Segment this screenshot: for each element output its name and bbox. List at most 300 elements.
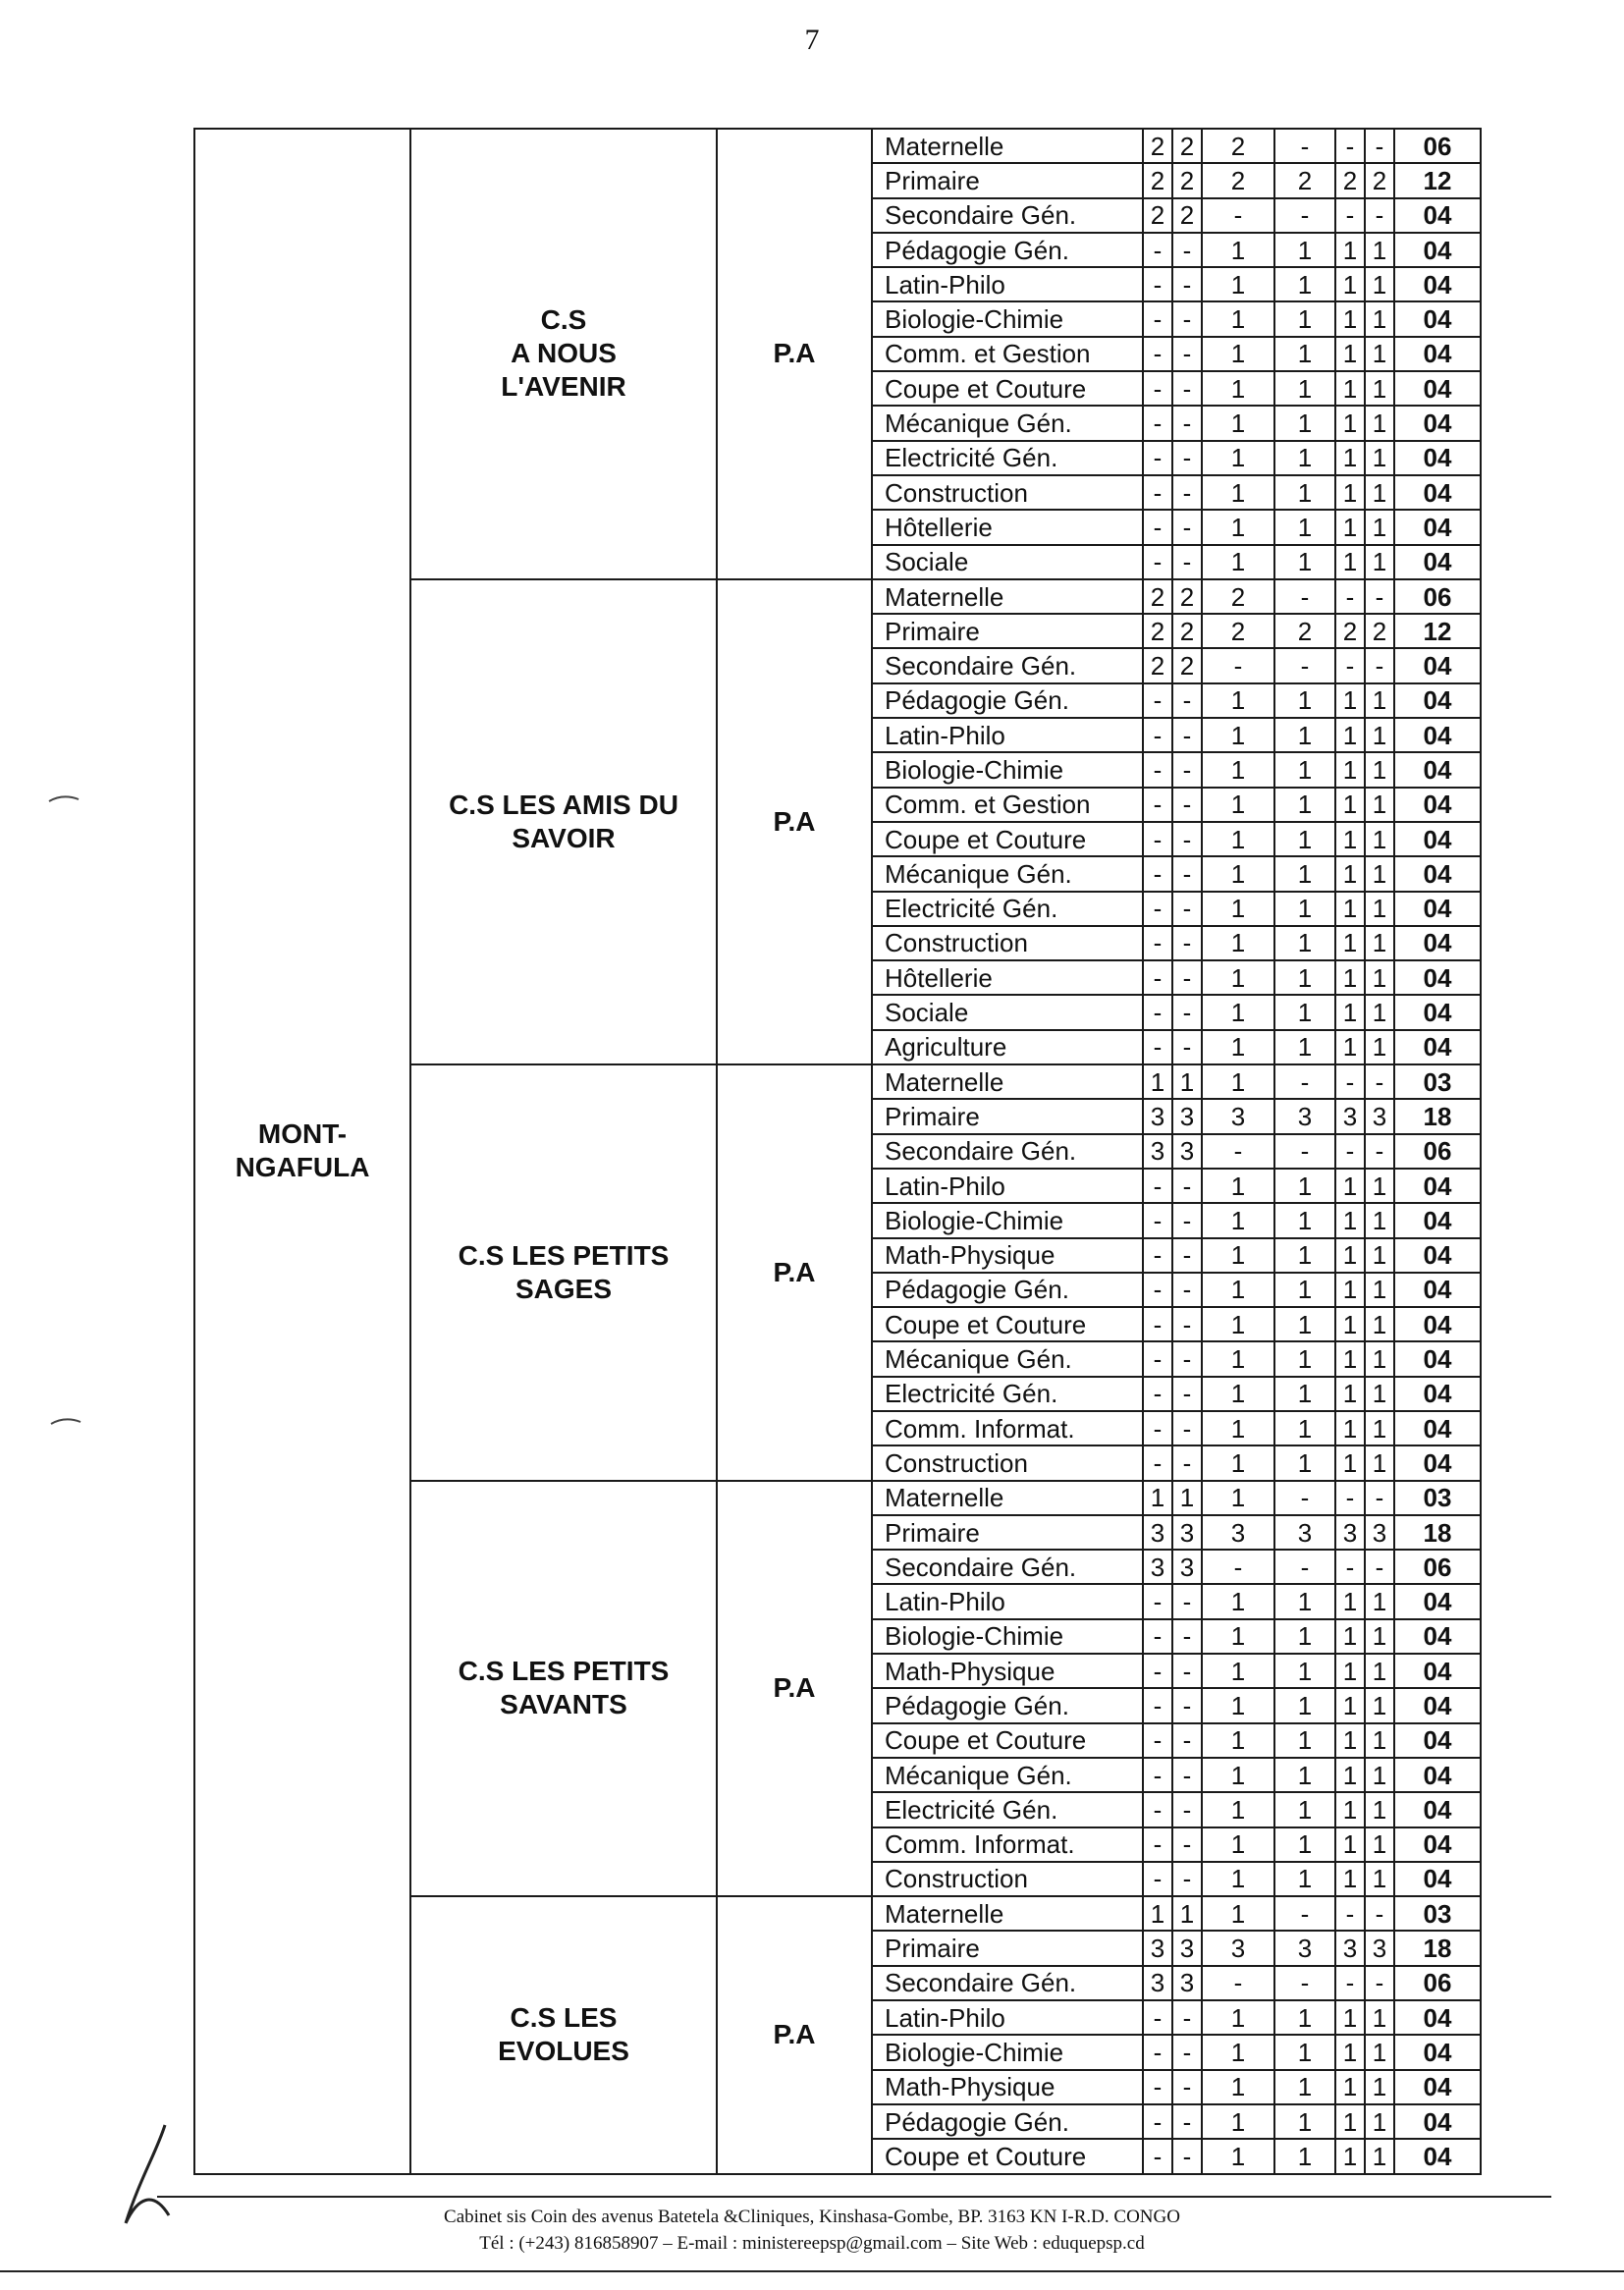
class-count-cell: 1 bbox=[1274, 1584, 1335, 1618]
class-count-cell: - bbox=[1202, 1966, 1274, 2000]
total-cell: 04 bbox=[1394, 1584, 1481, 1618]
class-count-cell: - bbox=[1143, 2000, 1172, 2035]
class-count-cell: - bbox=[1172, 1341, 1202, 1376]
class-count-cell: 1 bbox=[1365, 1792, 1394, 1827]
class-count-cell: 1 bbox=[1274, 995, 1335, 1029]
class-count-cell: - bbox=[1143, 1862, 1172, 1896]
table-body bbox=[194, 129, 1481, 2174]
class-count-cell: - bbox=[1202, 1134, 1274, 1169]
class-count-cell: 1 bbox=[1365, 2000, 1394, 2035]
total-cell: 04 bbox=[1394, 1723, 1481, 1758]
class-count-cell: 1 bbox=[1335, 960, 1365, 995]
total-cell: 04 bbox=[1394, 1827, 1481, 1862]
class-count-cell: 1 bbox=[1274, 856, 1335, 891]
total-cell: 04 bbox=[1394, 337, 1481, 371]
class-count-cell: - bbox=[1172, 371, 1202, 406]
class-count-cell: - bbox=[1143, 1827, 1172, 1862]
footer-contact: Tél : (+243) 816858907 – E-mail : ministereepsp@gmail.com – Site Web : eduquepsp.cd bbox=[479, 2233, 1145, 2254]
class-count-cell: 1 bbox=[1335, 371, 1365, 406]
class-count-cell: 1 bbox=[1365, 1445, 1394, 1480]
section-cell: Math-Physique bbox=[872, 2070, 1143, 2104]
class-count-cell: 1 bbox=[1202, 1723, 1274, 1758]
class-count-cell: 1 bbox=[1202, 233, 1274, 267]
class-count-cell: - bbox=[1143, 267, 1172, 301]
class-count-cell: 1 bbox=[1202, 1792, 1274, 1827]
class-count-cell: 3 bbox=[1172, 1134, 1202, 1169]
class-count-cell: 1 bbox=[1365, 441, 1394, 475]
class-count-cell: 1 bbox=[1274, 1273, 1335, 1307]
section-cell: Primaire bbox=[872, 163, 1143, 197]
class-count-cell: - bbox=[1172, 267, 1202, 301]
section-cell: Mécanique Gén. bbox=[872, 856, 1143, 891]
class-count-cell: 1 bbox=[1365, 995, 1394, 1029]
class-count-cell: 1 bbox=[1274, 683, 1335, 718]
total-cell: 04 bbox=[1394, 1169, 1481, 1203]
class-count-cell: 2 bbox=[1143, 129, 1172, 163]
class-count-cell: 1 bbox=[1274, 1445, 1335, 1480]
class-count-cell: - bbox=[1335, 1966, 1365, 2000]
class-count-cell: - bbox=[1172, 337, 1202, 371]
class-count-cell: 3 bbox=[1172, 1931, 1202, 1965]
total-cell: 04 bbox=[1394, 301, 1481, 336]
total-cell: 12 bbox=[1394, 163, 1481, 197]
class-count-cell: 1 bbox=[1335, 1619, 1365, 1654]
class-count-cell: 1 bbox=[1274, 510, 1335, 544]
class-count-cell: 1 bbox=[1365, 475, 1394, 510]
class-count-cell: 1 bbox=[1274, 1411, 1335, 1445]
section-cell: Comm. Informat. bbox=[872, 1827, 1143, 1862]
class-count-cell: - bbox=[1172, 1723, 1202, 1758]
total-cell: 06 bbox=[1394, 579, 1481, 614]
class-count-cell: - bbox=[1172, 1377, 1202, 1411]
section-cell: Pédagogie Gén. bbox=[872, 233, 1143, 267]
class-count-cell: 1 bbox=[1365, 1862, 1394, 1896]
class-count-cell: - bbox=[1143, 545, 1172, 579]
class-count-cell: - bbox=[1143, 1238, 1172, 1273]
class-count-cell: - bbox=[1335, 579, 1365, 614]
total-cell: 04 bbox=[1394, 2035, 1481, 2069]
class-count-cell: 1 bbox=[1335, 1654, 1365, 1688]
footer bbox=[0, 2204, 1624, 2257]
class-count-cell: 3 bbox=[1143, 1931, 1172, 1965]
class-count-cell: 2 bbox=[1172, 163, 1202, 197]
class-count-cell: 1 bbox=[1202, 1827, 1274, 1862]
class-count-cell: - bbox=[1143, 510, 1172, 544]
class-count-cell: 1 bbox=[1143, 1896, 1172, 1931]
class-count-cell: - bbox=[1143, 1688, 1172, 1722]
school-name-cell: C.S LES PETITS SAGES bbox=[410, 1064, 717, 1481]
class-count-cell: 1 bbox=[1365, 856, 1394, 891]
class-count-cell: 1 bbox=[1202, 1445, 1274, 1480]
class-count-cell: 2 bbox=[1143, 648, 1172, 682]
class-count-cell: - bbox=[1172, 1862, 1202, 1896]
class-count-cell: 1 bbox=[1335, 545, 1365, 579]
class-count-cell: - bbox=[1274, 1481, 1335, 1515]
class-count-cell: 3 bbox=[1202, 1931, 1274, 1965]
class-count-cell: 1 bbox=[1365, 788, 1394, 822]
class-count-cell: 1 bbox=[1274, 1862, 1335, 1896]
class-count-cell: 3 bbox=[1143, 1550, 1172, 1584]
section-cell: Latin-Philo bbox=[872, 718, 1143, 752]
class-count-cell: 1 bbox=[1274, 788, 1335, 822]
class-count-cell: 1 bbox=[1202, 2035, 1274, 2069]
class-count-cell: 1 bbox=[1335, 1307, 1365, 1341]
section-cell: Secondaire Gén. bbox=[872, 198, 1143, 233]
class-count-cell: 1 bbox=[1335, 1411, 1365, 1445]
total-cell: 04 bbox=[1394, 1030, 1481, 1064]
class-count-cell: 1 bbox=[1202, 1411, 1274, 1445]
class-count-cell: 1 bbox=[1365, 1238, 1394, 1273]
class-count-cell: 1 bbox=[1274, 233, 1335, 267]
class-count-cell: 1 bbox=[1335, 683, 1365, 718]
class-count-cell: - bbox=[1274, 1966, 1335, 2000]
class-count-cell: - bbox=[1172, 788, 1202, 822]
class-count-cell: 1 bbox=[1274, 545, 1335, 579]
class-count-cell: 1 bbox=[1274, 822, 1335, 856]
section-cell: Hôtellerie bbox=[872, 510, 1143, 544]
section-cell: Construction bbox=[872, 1862, 1143, 1896]
class-count-cell: 1 bbox=[1365, 1341, 1394, 1376]
class-count-cell: 1 bbox=[1365, 406, 1394, 440]
class-count-cell: - bbox=[1365, 1966, 1394, 2000]
class-count-cell: - bbox=[1172, 1273, 1202, 1307]
class-count-cell: 1 bbox=[1202, 1341, 1274, 1376]
class-count-cell: 2 bbox=[1274, 614, 1335, 648]
total-cell: 04 bbox=[1394, 2000, 1481, 2035]
class-count-cell: 1 bbox=[1274, 1307, 1335, 1341]
class-count-cell: 1 bbox=[1365, 2035, 1394, 2069]
class-count-cell: - bbox=[1143, 960, 1172, 995]
class-count-cell: 1 bbox=[1274, 2070, 1335, 2104]
class-count-cell: 1 bbox=[1202, 892, 1274, 926]
class-count-cell: - bbox=[1172, 545, 1202, 579]
class-count-cell: 1 bbox=[1335, 2035, 1365, 2069]
class-count-cell: - bbox=[1172, 1792, 1202, 1827]
section-cell: Maternelle bbox=[872, 129, 1143, 163]
class-count-cell: 1 bbox=[1172, 1064, 1202, 1099]
class-count-cell: 1 bbox=[1274, 441, 1335, 475]
section-cell: Comm. Informat. bbox=[872, 1411, 1143, 1445]
class-count-cell: 3 bbox=[1143, 1134, 1172, 1169]
class-count-cell: 1 bbox=[1335, 1341, 1365, 1376]
footer-address: Cabinet sis Coin des avenus Batetela &Cliniques, Kinshasa-Gombe, BP. 3163 KN I-R.D. CONGO bbox=[444, 2207, 1180, 2227]
total-cell: 04 bbox=[1394, 1792, 1481, 1827]
section-cell: Pédagogie Gén. bbox=[872, 683, 1143, 718]
class-count-cell: - bbox=[1143, 1307, 1172, 1341]
class-count-cell: - bbox=[1172, 1169, 1202, 1203]
class-count-cell: 1 bbox=[1365, 822, 1394, 856]
class-count-cell: 1 bbox=[1202, 1619, 1274, 1654]
class-count-cell: 2 bbox=[1365, 614, 1394, 648]
class-count-cell: - bbox=[1335, 198, 1365, 233]
class-count-cell: 1 bbox=[1365, 1377, 1394, 1411]
class-count-cell: 1 bbox=[1202, 752, 1274, 787]
class-count-cell: 1 bbox=[1202, 1688, 1274, 1722]
class-count-cell: - bbox=[1172, 2139, 1202, 2173]
class-count-cell: 1 bbox=[1365, 960, 1394, 995]
total-cell: 04 bbox=[1394, 233, 1481, 267]
class-count-cell: 3 bbox=[1274, 1515, 1335, 1550]
class-count-cell: 1 bbox=[1365, 545, 1394, 579]
section-cell: Mécanique Gén. bbox=[872, 1758, 1143, 1792]
class-count-cell: - bbox=[1172, 1619, 1202, 1654]
section-cell: Maternelle bbox=[872, 1481, 1143, 1515]
class-count-cell: 1 bbox=[1202, 406, 1274, 440]
class-count-cell: 3 bbox=[1172, 1099, 1202, 1133]
section-cell: Maternelle bbox=[872, 579, 1143, 614]
class-count-cell: 1 bbox=[1274, 1758, 1335, 1792]
section-cell: Sociale bbox=[872, 545, 1143, 579]
class-count-cell: 1 bbox=[1202, 683, 1274, 718]
class-count-cell: 3 bbox=[1365, 1515, 1394, 1550]
class-count-cell: - bbox=[1365, 1481, 1394, 1515]
margin-mark bbox=[47, 791, 81, 805]
class-count-cell: - bbox=[1172, 1827, 1202, 1862]
class-count-cell: - bbox=[1143, 822, 1172, 856]
section-cell: Coupe et Couture bbox=[872, 371, 1143, 406]
section-cell: Maternelle bbox=[872, 1064, 1143, 1099]
class-count-cell: - bbox=[1143, 475, 1172, 510]
class-count-cell: 1 bbox=[1274, 267, 1335, 301]
footer-rule bbox=[157, 2196, 1551, 2198]
class-count-cell: - bbox=[1143, 1169, 1172, 1203]
section-cell: Biologie-Chimie bbox=[872, 301, 1143, 336]
total-cell: 04 bbox=[1394, 545, 1481, 579]
class-count-cell: 1 bbox=[1335, 267, 1365, 301]
class-count-cell: - bbox=[1143, 683, 1172, 718]
class-count-cell: 2 bbox=[1365, 163, 1394, 197]
total-cell: 04 bbox=[1394, 1654, 1481, 1688]
total-cell: 04 bbox=[1394, 892, 1481, 926]
class-count-cell: 1 bbox=[1202, 1307, 1274, 1341]
class-count-cell: 1 bbox=[1202, 960, 1274, 995]
class-count-cell: - bbox=[1172, 1654, 1202, 1688]
class-count-cell: 1 bbox=[1335, 788, 1365, 822]
class-count-cell: 2 bbox=[1172, 614, 1202, 648]
class-count-cell: 1 bbox=[1274, 301, 1335, 336]
class-count-cell: - bbox=[1172, 1238, 1202, 1273]
class-count-cell: 1 bbox=[1202, 1896, 1274, 1931]
class-count-cell: 1 bbox=[1365, 233, 1394, 267]
class-count-cell: 1 bbox=[1143, 1481, 1172, 1515]
class-count-cell: 1 bbox=[1335, 1030, 1365, 1064]
section-cell: Math-Physique bbox=[872, 1238, 1143, 1273]
class-count-cell: - bbox=[1172, 1030, 1202, 1064]
total-cell: 04 bbox=[1394, 406, 1481, 440]
class-count-cell: - bbox=[1143, 406, 1172, 440]
class-count-cell: 1 bbox=[1365, 1169, 1394, 1203]
class-count-cell: - bbox=[1143, 718, 1172, 752]
section-cell: Comm. et Gestion bbox=[872, 788, 1143, 822]
class-count-cell: 2 bbox=[1202, 163, 1274, 197]
class-count-cell: - bbox=[1143, 1445, 1172, 1480]
class-count-cell: - bbox=[1274, 129, 1335, 163]
class-count-cell: - bbox=[1202, 1550, 1274, 1584]
class-count-cell: 3 bbox=[1335, 1515, 1365, 1550]
section-cell: Primaire bbox=[872, 1931, 1143, 1965]
class-count-cell: - bbox=[1143, 856, 1172, 891]
class-count-cell: - bbox=[1365, 1550, 1394, 1584]
class-count-cell: 3 bbox=[1172, 1515, 1202, 1550]
class-count-cell: 1 bbox=[1335, 233, 1365, 267]
class-count-cell: 1 bbox=[1335, 1169, 1365, 1203]
section-cell: Secondaire Gén. bbox=[872, 1966, 1143, 2000]
class-count-cell: - bbox=[1172, 1445, 1202, 1480]
class-count-cell: 3 bbox=[1365, 1931, 1394, 1965]
class-count-cell: 1 bbox=[1335, 718, 1365, 752]
total-cell: 04 bbox=[1394, 441, 1481, 475]
class-count-cell: - bbox=[1172, 1307, 1202, 1341]
total-cell: 06 bbox=[1394, 1134, 1481, 1169]
school-status-cell: P.A bbox=[717, 1896, 872, 2173]
class-count-cell: 2 bbox=[1172, 129, 1202, 163]
class-count-cell: 1 bbox=[1335, 406, 1365, 440]
class-count-cell: 1 bbox=[1365, 1273, 1394, 1307]
class-count-cell: 1 bbox=[1365, 1758, 1394, 1792]
class-count-cell: - bbox=[1274, 198, 1335, 233]
class-count-cell: - bbox=[1143, 2104, 1172, 2139]
section-cell: Pédagogie Gén. bbox=[872, 1273, 1143, 1307]
class-count-cell: - bbox=[1172, 1411, 1202, 1445]
class-count-cell: 1 bbox=[1202, 1862, 1274, 1896]
class-count-cell: - bbox=[1143, 1723, 1172, 1758]
section-cell: Biologie-Chimie bbox=[872, 1619, 1143, 1654]
class-count-cell: 1 bbox=[1202, 1203, 1274, 1237]
class-count-cell: 1 bbox=[1274, 1377, 1335, 1411]
class-count-cell: 2 bbox=[1172, 198, 1202, 233]
class-count-cell: 1 bbox=[1274, 2104, 1335, 2139]
class-count-cell: - bbox=[1143, 1030, 1172, 1064]
class-count-cell: - bbox=[1335, 1550, 1365, 1584]
class-count-cell: 1 bbox=[1202, 822, 1274, 856]
total-cell: 04 bbox=[1394, 1688, 1481, 1722]
class-count-cell: 1 bbox=[1335, 301, 1365, 336]
section-cell: Hôtellerie bbox=[872, 960, 1143, 995]
class-count-cell: 3 bbox=[1335, 1931, 1365, 1965]
class-count-cell: 1 bbox=[1335, 1584, 1365, 1618]
class-count-cell: 1 bbox=[1335, 822, 1365, 856]
class-count-cell: 1 bbox=[1365, 1654, 1394, 1688]
class-count-cell: - bbox=[1172, 406, 1202, 440]
class-count-cell: - bbox=[1172, 475, 1202, 510]
class-count-cell: 1 bbox=[1335, 926, 1365, 960]
class-count-cell: 1 bbox=[1365, 1827, 1394, 1862]
class-count-cell: - bbox=[1143, 337, 1172, 371]
class-count-cell: 1 bbox=[1335, 475, 1365, 510]
class-count-cell: 1 bbox=[1202, 788, 1274, 822]
class-count-cell: 1 bbox=[1365, 1584, 1394, 1618]
class-count-cell: - bbox=[1143, 2035, 1172, 2069]
class-count-cell: 1 bbox=[1274, 752, 1335, 787]
class-count-cell: - bbox=[1202, 648, 1274, 682]
class-count-cell: 1 bbox=[1202, 1481, 1274, 1515]
class-count-cell: 1 bbox=[1365, 2139, 1394, 2173]
class-count-cell: 1 bbox=[1365, 337, 1394, 371]
school-status-cell: P.A bbox=[717, 579, 872, 1064]
class-count-cell: - bbox=[1172, 856, 1202, 891]
class-count-cell: - bbox=[1143, 371, 1172, 406]
class-count-cell: 1 bbox=[1365, 718, 1394, 752]
class-count-cell: - bbox=[1335, 1134, 1365, 1169]
section-cell: Latin-Philo bbox=[872, 2000, 1143, 2035]
class-count-cell: 1 bbox=[1335, 752, 1365, 787]
class-count-cell: - bbox=[1143, 752, 1172, 787]
school-status-cell: P.A bbox=[717, 1481, 872, 1897]
class-count-cell: - bbox=[1172, 960, 1202, 995]
footer-rule bbox=[0, 2270, 1624, 2272]
class-count-cell: 3 bbox=[1335, 1099, 1365, 1133]
total-cell: 04 bbox=[1394, 1307, 1481, 1341]
school-sections-table bbox=[193, 128, 1482, 2175]
class-count-cell: 1 bbox=[1202, 1030, 1274, 1064]
commune-cell: MONT- NGAFULA bbox=[194, 129, 410, 2174]
class-count-cell: 3 bbox=[1202, 1099, 1274, 1133]
school-name-cell: C.S LES EVOLUES bbox=[410, 1896, 717, 2173]
class-count-cell: 1 bbox=[1202, 545, 1274, 579]
class-count-cell: - bbox=[1143, 926, 1172, 960]
class-count-cell: 1 bbox=[1274, 406, 1335, 440]
class-count-cell: 3 bbox=[1143, 1515, 1172, 1550]
class-count-cell: 1 bbox=[1365, 1411, 1394, 1445]
class-count-cell: - bbox=[1143, 995, 1172, 1029]
section-cell: Mécanique Gén. bbox=[872, 406, 1143, 440]
class-count-cell: 1 bbox=[1202, 856, 1274, 891]
class-count-cell: 1 bbox=[1202, 337, 1274, 371]
section-cell: Comm. et Gestion bbox=[872, 337, 1143, 371]
class-count-cell: 1 bbox=[1365, 926, 1394, 960]
section-cell: Construction bbox=[872, 1445, 1143, 1480]
total-cell: 18 bbox=[1394, 1099, 1481, 1133]
class-count-cell: 2 bbox=[1143, 614, 1172, 648]
section-cell: Primaire bbox=[872, 1099, 1143, 1133]
section-cell: Coupe et Couture bbox=[872, 822, 1143, 856]
class-count-cell: 1 bbox=[1202, 1169, 1274, 1203]
class-count-cell: 1 bbox=[1365, 301, 1394, 336]
class-count-cell: 1 bbox=[1335, 2000, 1365, 2035]
class-count-cell: 1 bbox=[1274, 2000, 1335, 2035]
class-count-cell: 1 bbox=[1365, 752, 1394, 787]
class-count-cell: 1 bbox=[1365, 1619, 1394, 1654]
total-cell: 04 bbox=[1394, 1238, 1481, 1273]
class-count-cell: 1 bbox=[1335, 1723, 1365, 1758]
total-cell: 04 bbox=[1394, 960, 1481, 995]
total-cell: 03 bbox=[1394, 1064, 1481, 1099]
class-count-cell: 1 bbox=[1274, 1169, 1335, 1203]
class-count-cell: 1 bbox=[1335, 1758, 1365, 1792]
class-count-cell: 1 bbox=[1365, 683, 1394, 718]
class-count-cell: 1 bbox=[1365, 892, 1394, 926]
class-count-cell: 1 bbox=[1335, 2070, 1365, 2104]
class-count-cell: 1 bbox=[1202, 1064, 1274, 1099]
total-cell: 06 bbox=[1394, 129, 1481, 163]
class-count-cell: 3 bbox=[1143, 1966, 1172, 2000]
class-count-cell: 1 bbox=[1274, 1792, 1335, 1827]
class-count-cell: 1 bbox=[1274, 1203, 1335, 1237]
class-count-cell: 1 bbox=[1274, 1688, 1335, 1722]
class-count-cell: 1 bbox=[1335, 892, 1365, 926]
total-cell: 04 bbox=[1394, 198, 1481, 233]
class-count-cell: 1 bbox=[1335, 856, 1365, 891]
class-count-cell: 1 bbox=[1365, 1723, 1394, 1758]
class-count-cell: 3 bbox=[1202, 1515, 1274, 1550]
section-cell: Primaire bbox=[872, 1515, 1143, 1550]
total-cell: 04 bbox=[1394, 856, 1481, 891]
section-cell: Electricité Gén. bbox=[872, 892, 1143, 926]
class-count-cell: 2 bbox=[1143, 198, 1172, 233]
total-cell: 04 bbox=[1394, 1273, 1481, 1307]
class-count-cell: - bbox=[1172, 822, 1202, 856]
class-count-cell: - bbox=[1172, 1688, 1202, 1722]
